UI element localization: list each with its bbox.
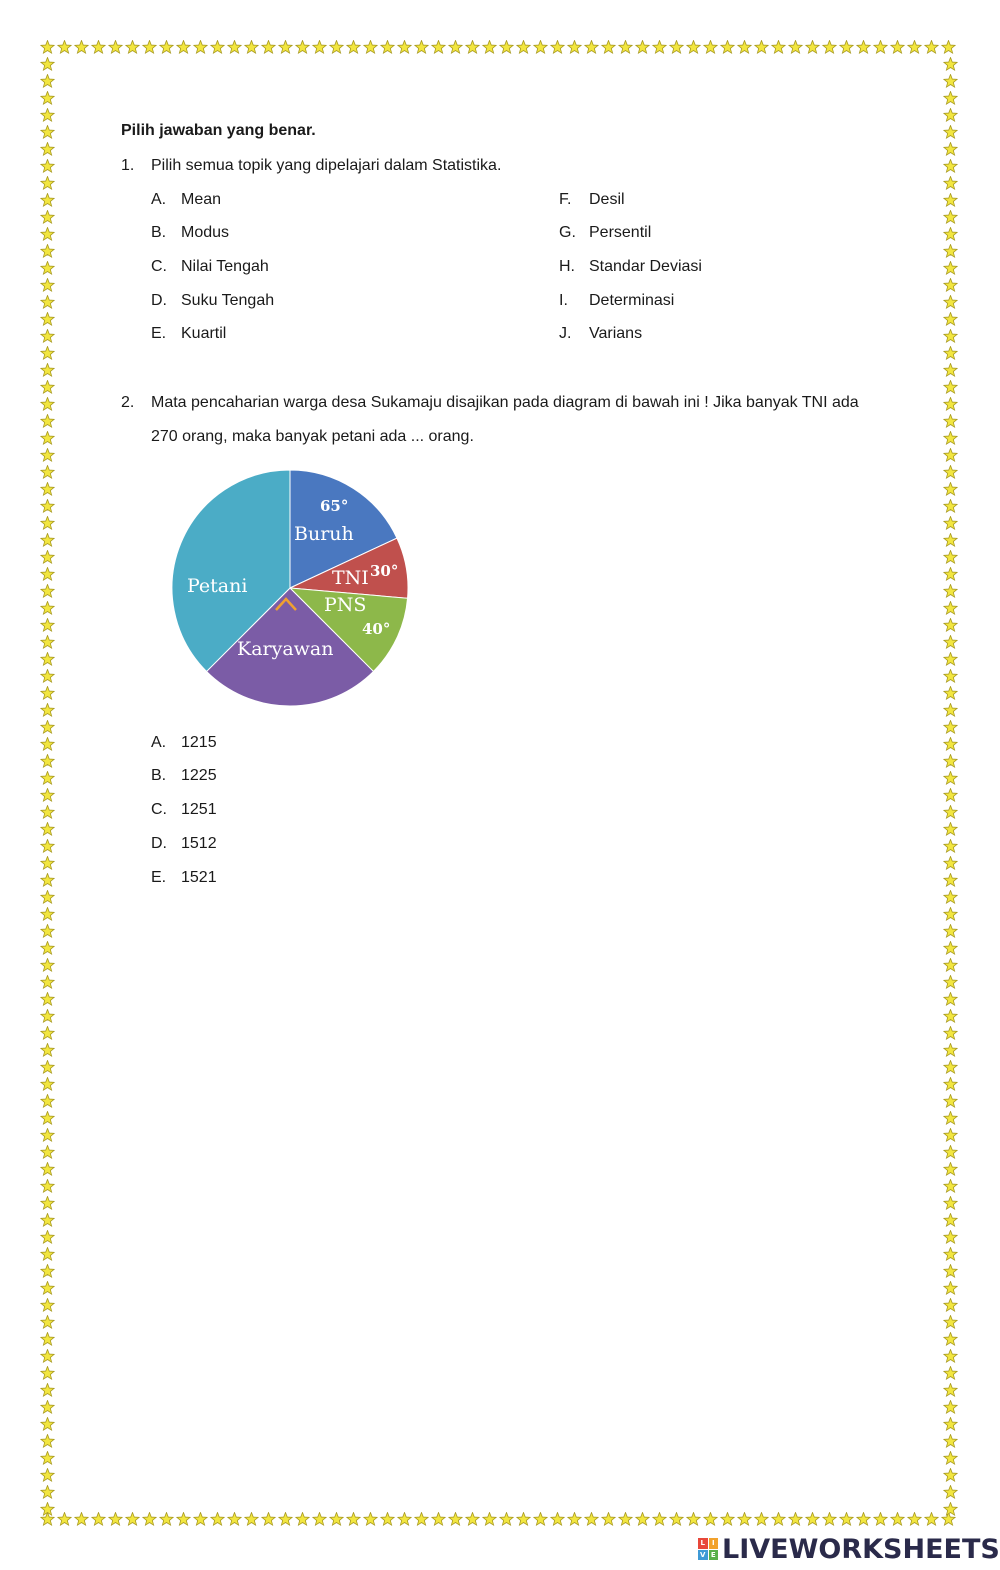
option-letter: C. <box>151 258 167 275</box>
option-label[interactable]: Mean <box>181 191 222 208</box>
q2-text-line1: Mata pencaharian warga desa Sukamaju disajikan pada diagram di bawah ini ! Jika banyak TNI ada <box>151 394 859 411</box>
option-label[interactable]: Persentil <box>589 224 652 241</box>
option-label[interactable]: Modus <box>181 224 230 241</box>
option-letter: I. <box>559 292 568 309</box>
instruction: Pilih jawaban yang benar. <box>121 122 316 139</box>
q2-text-line2: 270 orang, maka banyak petani ada ... orang. <box>151 428 474 445</box>
pie-label-petani: Petani <box>187 575 248 597</box>
q1-text: Pilih semua topik yang dipelajari dalam Statistika. <box>151 157 502 174</box>
option-label[interactable]: 1512 <box>181 835 217 852</box>
pie-label-tni: TNI <box>332 567 369 589</box>
option-label[interactable]: Kuartil <box>181 325 227 342</box>
badge-letter: E <box>709 1550 719 1561</box>
option-letter: E. <box>151 869 167 886</box>
option-label[interactable]: 1251 <box>181 801 217 818</box>
pie-label-buruh: Buruh <box>294 523 354 545</box>
pie-label-karyawan: Karyawan <box>237 638 334 660</box>
option-label[interactable]: 1215 <box>181 734 217 751</box>
option-label[interactable]: Varians <box>589 325 643 342</box>
option-letter: D. <box>151 835 167 852</box>
option-label[interactable]: Suku Tengah <box>181 292 275 309</box>
option-label[interactable]: Nilai Tengah <box>181 258 269 275</box>
liveworksheets-logo[interactable] <box>698 1532 1000 1566</box>
q1-number: 1. <box>121 157 135 174</box>
option-letter: E. <box>151 325 167 342</box>
option-letter: J. <box>559 325 572 342</box>
option-letter: G. <box>559 224 576 241</box>
pie-label-pns: PNS <box>324 594 367 616</box>
option-letter: C. <box>151 801 167 818</box>
badge-letter: L <box>698 1538 708 1549</box>
option-label[interactable]: Standar Deviasi <box>589 258 702 275</box>
option-letter: F. <box>559 191 572 208</box>
logo-badge-icon <box>698 1538 718 1560</box>
option-letter: H. <box>559 258 575 275</box>
option-label[interactable]: 1225 <box>181 767 217 784</box>
logo-text: LIVEWORKSHEETS <box>722 1533 1000 1565</box>
option-label[interactable]: 1521 <box>181 869 217 886</box>
option-letter: A. <box>151 734 167 751</box>
pie-angle-label-tni: 30° <box>370 562 399 580</box>
option-letter: A. <box>151 191 167 208</box>
badge-letter: V <box>698 1550 708 1561</box>
pie-angle-label-pns: 40° <box>362 620 391 638</box>
option-label[interactable]: Determinasi <box>589 292 675 309</box>
pie-angle-label-buruh: 65° <box>320 497 349 515</box>
q2-number: 2. <box>121 394 135 411</box>
pie-chart <box>160 458 420 718</box>
option-label[interactable]: Desil <box>589 191 625 208</box>
option-letter: B. <box>151 767 167 784</box>
badge-letter: I <box>709 1538 719 1549</box>
option-letter: D. <box>151 292 167 309</box>
option-letter: B. <box>151 224 167 241</box>
